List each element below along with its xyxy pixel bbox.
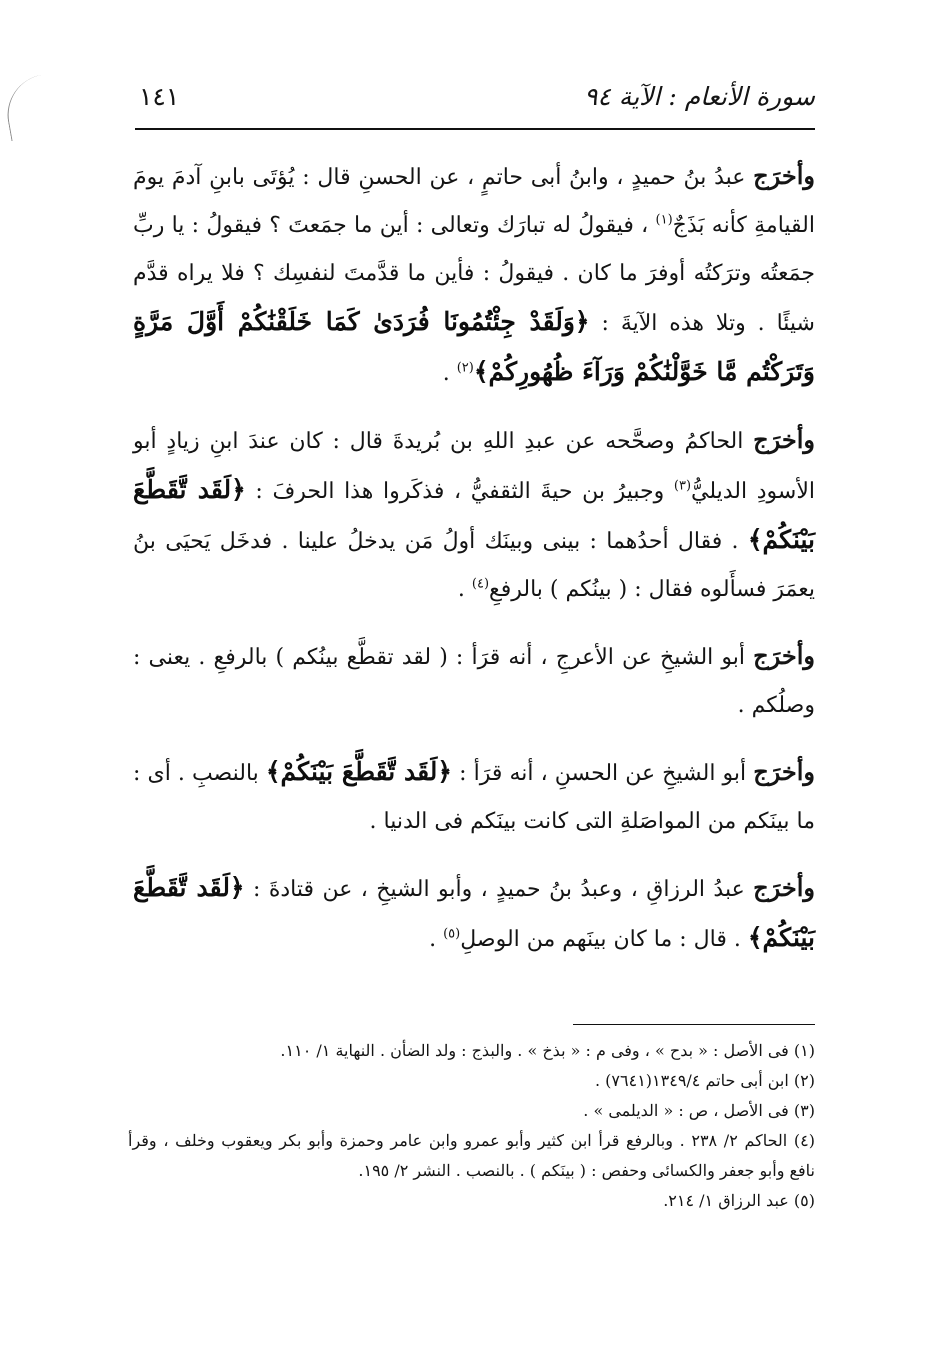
paragraph-lead-word: وأخرَج <box>753 641 815 670</box>
quran-verse: ﴿وَلَقَدْ جِئْتُمُونَا فُرَدَىٰ كَمَا خَلَقْنَٰكُمْ أَوَّلَ مَرَّةٍ وَتَرَكْتُم مَّا خَوَّلْنَٰكُمْ وَرَآءَ ظُهُورِكُمْ﴾ <box>133 307 815 386</box>
paragraph-text: . <box>442 361 457 386</box>
header-rule <box>135 128 815 130</box>
footnote: (٣) فى الأصل ، ص : « الديلمى » . <box>583 1101 815 1120</box>
quran-verse: ﴿لَقَد تَّقَطَّعَ بَيْنَكُمْ﴾ <box>133 873 815 952</box>
paragraph-text: أبو الشيخِ عن الأعرجِ ، أنه قرَأ : ( لقد تقطَّع بينُكم ) بالرفعِ . يعنى : وصلُكم . <box>133 645 815 718</box>
footnote: (٥) عبد الرزاق ١/ ٢١٤. <box>663 1191 815 1210</box>
paragraph-text: بالنصبِ . أى : ما بينَكم من المواصَلةِ التى كانت بينَكم فى الدنيا . <box>133 761 815 834</box>
paragraph-text: . قال : ما كان بينَهم من الوصلِ <box>460 927 748 952</box>
paragraph <box>133 152 815 398</box>
paragraph-text: وجبيرُ بن حيةَ الثقفيُّ ، فذكَروا هذا الحرفَ : <box>245 479 674 504</box>
paragraph <box>133 416 815 614</box>
paragraph <box>133 864 815 964</box>
paragraph-lead-word: وأخرَج <box>753 161 815 190</box>
footnote-marker: (١) <box>655 212 673 228</box>
paragraph <box>133 632 815 730</box>
footnote: (٢) ابن أبى حاتم ١٣٤٩/٤(٧٦٤١) . <box>594 1071 815 1090</box>
paragraph-text: الحاكمُ وصحَّحه عن عبدِ اللهِ بن بُريدةَ قال : كان عندَ ابنِ زيادٍ أبو الأسودِ الديليُّ <box>133 429 816 504</box>
footnote: (١) فى الأصل : « بدح » ، وفى م : « بذخ » . والبذج : ولد الضأن . النهاية ١/ ١١٠. <box>280 1041 815 1060</box>
paragraph-text: عبدُ بنُ حميدٍ ، وابنُ أبى حاتمٍ ، عن الحسنِ قال : يُؤتَى بابنِ آدمَ يومَ القيامةِ كأنه بَذَجٌ <box>133 165 815 238</box>
paragraph-text: . <box>457 577 472 602</box>
scan-margin-mark <box>1 75 52 141</box>
paragraph <box>133 748 815 846</box>
paragraph-text: . فقال أحدُهما : بينى وبينَك أولُ مَن يدخلُ علينا . فدخَل يَحيَى بنُ يعمَرَ فسأَلوه فقال : ( بينُكم ) بالرفعِ <box>133 529 815 602</box>
quran-verse: ﴿لَقَد تَّقَطَّعَ بَيْنَكُمْ﴾ <box>265 757 453 786</box>
paragraph-lead-word: وأخرَج <box>753 873 815 902</box>
paragraph-lead-word: وأخرَج <box>753 425 815 454</box>
footnote-marker: (٤) <box>471 576 490 592</box>
paragraph-lead-word: وأخرَج <box>753 757 816 786</box>
footnote-marker: (٥) <box>443 926 461 942</box>
footnote-marker: (٢) <box>456 360 474 376</box>
paragraph-text: ، فيقولُ له تبارَك وتعالى : أين ما جمَعتَ ؟ فيقولُ : يا ربِّ جمَعتُه وترَكتُه أوفرَ ما كان . فيقولُ : فأين ما قدَّمتَ لنفسِك ؟ فلا يراه قدَّم شيئًا . وتلا هذه الآيةَ : <box>133 213 815 336</box>
paragraph-text: . <box>429 927 444 952</box>
main-text <box>133 152 815 982</box>
quran-verse: ﴿لَقَد تَّقَطَّعَ بَيْنَكُمْ﴾ <box>133 475 815 554</box>
running-title: سورة الأنعام : الآية ٩٤ <box>584 82 815 111</box>
page-header <box>135 78 815 118</box>
paragraph-text: عبدُ الرزاقِ ، وعبدُ بنُ حميدٍ ، وأبو الشيخِ ، عن قتادةَ : <box>244 877 754 902</box>
footnote-separator <box>573 1024 815 1025</box>
footnote-marker: (٣) <box>673 478 692 494</box>
page-number: ١٤١ <box>139 82 180 111</box>
paragraph-text: أبو الشيخِ عن الحسنِ ، أنه قرَأ : <box>452 761 754 786</box>
footnotes <box>128 1036 815 1216</box>
footnote: (٤) الحاكم ٢/ ٢٣٨ . وبالرفع قرأ ابن كثير وأبو عمرو وابن عامر وحمزة وأبو بكر ويعقوب وخلف ، وقرأ نافع وأبو جعفر والكسائى وحفص : ( بينَكم ) . بالنصب . النشر ٢/ ١٩٥. <box>128 1131 816 1180</box>
